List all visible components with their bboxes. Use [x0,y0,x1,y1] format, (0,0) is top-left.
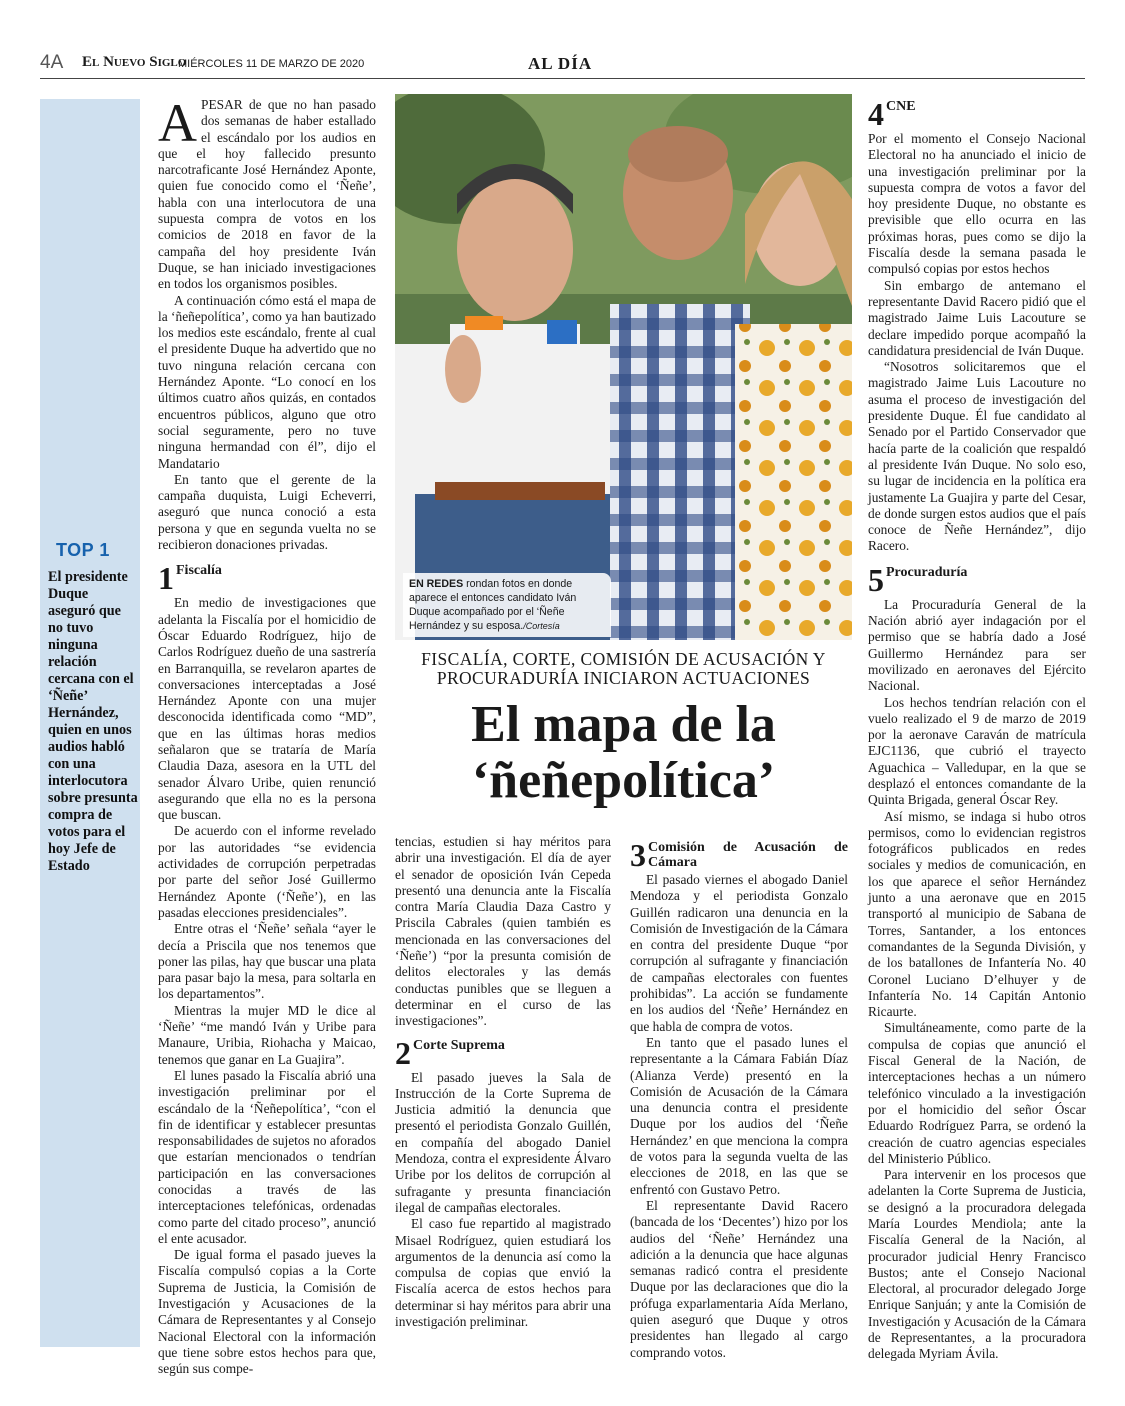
paragraph: Entre otras el ‘Ñeñe’ señala “ayer le decía a Priscila que nos tenemos que poner las pilas, hay que buscar una plata para pasar bajo la mesa, para soltarla en los departamentos”. [158,921,376,1002]
paragraph: Simultáneamente, como parte de la compulsa de copias que anunció el Fiscal General de la Nación, de interceptaciones hechas a un número telefónico vinculado a la investigación por el homicidio del señor Óscar Eduardo Rodríguez Parra, se ordenó la creación de cuatro agencias especiales del Ministerio Público. [868,1020,1086,1166]
subhead-procuraduria [868,561,1086,598]
paragraph: El caso fue repartido al magistrado Misael Rodríguez, quien estudiará los argumentos de la denuncia así como la compulsa de copias que envió la Fiscalía acerca de estos hechos para determinar si hay méritos para abrir una investigación preliminar. [395,1216,611,1330]
column-3 [395,834,611,1330]
subhead-number: 3 [630,837,646,873]
article-photo [395,94,852,640]
sidebar-pullout [40,99,140,1347]
intro-caps: PESAR [201,97,243,112]
article-headline: El mapa de la ‘ñeñepolítica’ [471,696,776,809]
subhead-title: CNE [886,99,916,114]
paragraph: De acuerdo con el informe revelado por las autoridades “se evidencia actividades de corrupción perpetradas por parte del señor José Guillermo Hernández Aponte (‘Ñeñe’), en las pasadas elecciones presidenciales”. [158,823,376,920]
page-number: 4A [40,52,64,73]
page-header [40,52,1085,79]
paragraph: En tanto que el pasado lunes el representante a la Cámara Fabián Díaz (Alianza Verde) presentó en la Comisión de Acusación de la Cámara una denuncia contra el presidente Duque por los audios del ‘Ñeñe Hernández’ en que menciona la compra de votos para la segunda vuelta de las elecciones de 2018, en las que se enfrentó con Gustavo Petro. [630,1034,848,1197]
subhead-number: 1 [158,560,174,597]
paragraph: El pasado jueves la Sala de Instrucción de la Corte Suprema de Justicia admitió la denuncia que presentó el periodista Gonzalo Guillén, en compañía del abogado Daniel Mendoza, contra el expresidente Álvaro Uribe por los delitos de corrupción al sufragante y presunta financiación ilegal de campañas electorales. [395,1069,611,1215]
intro-text: de que no han pasado dos semanas de haber estallado el escándalo por los audios en que el hoy fallecido presunto narcotraficante José Hernández Aponte, quien fue conocido como el ‘Ñeñe’, habla con una interlocutora de una supuesta compra de votos en los comicios de 2018 en favor de la campaña del hoy presidente Iván Duque, se han iniciado investigaciones en todos los organismos posibles. [158,97,376,292]
subhead-cne [868,96,1086,132]
paragraph: El lunes pasado la Fiscalía abrió una investigación preliminar por el escándalo de la ‘Ñeñepolítica’, “con el fin de identificar y establecer presuntas responsabilidades de sujetos no aforados que estarían mencionados o tendrían participación en las conversaciones conocidas a través de las interceptaciones telefónicas, ordenadas como parte del citado proceso”, anunció el ente acusador. [158,1067,376,1246]
paragraph: El pasado viernes el abogado Daniel Mendoza y el periodista Gonzalo Guillén radicaron una denuncia en la Comisión de Investigación de la Cámara en contra del presidente Duque “por corrupción al sufragante y financiación de campañas electorales con fuentes prohibidas”. La acción se fundamente en los audios del ‘Ñeñe’ Hernández en que habla de compra de votos. [630,872,848,1034]
paragraph: En medio de investigaciones que adelanta la Fiscalía por el homicidio de Óscar Eduardo Rodríguez, hijo de Carlos Rodríguez dueño de una sastrería en Barranquilla, se revelaron apartes de conversaciones interceptadas a José Hernández Aponte con una mujer desconocida identificada como “MD”, que en las últimas horas medios señalaron que se trataría de María Claudia Daza, asesora en la UTL del senador Álvaro Uribe, quien renunció asegurando que ella no es la persona que buscan. [158,595,376,823]
column-1 [158,93,376,1378]
sidebar-text: El presidente Duque aseguró que no tuvo ninguna relación cercana con el ‘Ñeñe’ Hernández, quien en unos audios habló con una interlocutora sobre presunta compra de votos para el hoy Jefe de Estado [48,569,138,874]
paragraph: Los hechos tendrían relación con el vuelo realizado el 9 de marzo de 2019 por la aeronave Caraván de matrícula EJC1136, que cubrió el trayecto Aguachica – Valledupar, en la que se desplazó el entonces comandante de la Quinta Brigada, general Óscar Rey. [868,694,1086,808]
subhead-corte-suprema [395,1034,611,1071]
publication-date: MIÉRCOLES 11 DE MARZO DE 2020 [178,58,365,70]
caption-lead: EN REDES [409,578,464,590]
paragraph: Por el momento el Consejo Nacional Electoral no ha anunciado el inicio de una investigación preliminar por la supuesta compra de votos a favor del hoy presidente Duque, no obstante es previsible que ello ocurra en las próximas horas, pues como se dijo la Fiscalía desde la semana pasada le compulsó copias por estos hechos [868,131,1086,277]
paragraph: Mientras la mujer MD le dice al ‘Ñeñe’ “me mandó Iván y Uribe para Manaure, Uribia, Riohacha y Maicao, tenemos que ganar en La Guajira”. [158,1002,376,1067]
paragraph: Para intervenir en los procesos que adelanten la Corte Suprema de Justicia, se designó a la procuradora delegada María Lourdes Mendiola; ante la Fiscalía General de la Nación, al procurador judicial Henry Francisco Bustos; ante el Consejo Nacional Electoral, al procurador delegado Jorge Enrique Sanjuán; y ante la Comisión de Investigación y Acusación de la Cámara de Representantes, a la procuradora delegada Myriam Ávila. [868,1167,1086,1362]
paragraph: El representante David Racero (bancada de los ‘Decentes’) hizo por los audios del ‘Ñeñe’ Hernández una adición a la denuncia que hace algunas semanas radicó contra el presidente Duque por las declaraciones que dio la prófuga exparlamentaria Aída Merlano, quien aseguró que Duque y otros presidentes han llegado al cargo comprando votos. [630,1197,848,1360]
paragraph: Sin embargo de antemano el representante David Racero pidió que el magistrado Jaime Luis Lacouture se declare impedido porque acompañó la candidatura presidencial de Iván Duque. [868,277,1086,358]
photo-credit: /Cortesía [523,621,560,631]
column-4 [630,838,848,1361]
intro-paragraph [158,93,376,293]
section-title: AL DÍA [528,54,593,73]
paragraph: En tanto que el gerente de la campaña duquista, Luigi Echeverri, aseguró que nunca conoció a esta persona y que en segunda vuelta no se recibieron donaciones privadas. [158,471,376,553]
newspaper-name: El Nuevo Siglo [82,54,187,70]
article-kicker: FISCALÍA, CORTE, COMISIÓN DE ACUSACIÓN Y PROCURADURÍA INICIARON ACTUACIONES [421,649,826,688]
subhead-number: 4 [868,96,884,132]
subhead-title: Corte Suprema [413,1037,505,1053]
column-5 [868,97,1086,1363]
subhead-fiscalia [158,560,376,597]
sidebar-label: TOP 1 [56,540,110,560]
photo-caption [403,573,611,637]
caption-text: rondan fotos en donde aparece el entonces candidato Iván Duque acompañado por el ‘Ñeñe Hernández y su esposa. [409,578,577,632]
drop-cap: A [158,93,197,153]
paragraph: De igual forma el pasado jueves la Fiscalía compulsó copias a la Corte Suprema de Justicia, la Comisión de Investigación y Acusaciones de la Cámara de Representantes y al Consejo Nacional Electoral con la información que tiene sobre estos hechos para que, según sus compe- [158,1247,376,1377]
subhead-comision-acusacion [630,837,848,873]
subhead-number: 5 [868,561,884,598]
paragraph: Así mismo, se indaga si hubo otros permisos, como lo evidencian registros fotográficos publicados en redes sociales y medios de comunicación, en los que aparece el señor Hernández junto a una aeronave que en 2015 transportó al municipio de Sabana de Torres, Santander, a los entonces comandantes de la Segunda División, y de los batallones de Infantería No. 40 Coronel Luciano D’elhuyer y de Infantería No. 14 Capitán Antonio Ricaurte. [868,808,1086,1020]
paragraph: La Procuraduría General de la Nación abrió ayer indagación por el permiso que se habría dado a José Guillermo Hernández para ser movilizado en aeronaves del Ejército Nacional. [868,596,1086,694]
subhead-title: Comisión de Acusación de Cámara [648,840,848,870]
subhead-title: Procuraduría [886,564,968,580]
paragraph: A continuación cómo está el mapa de la ‘ñeñepolítica’, como ya han bautizado los medios este escándalo, frente al cual el presidente Duque ha advertido que no tuvo ninguna relación cercana con Hernández Aponte. “Lo conocí en los últimos cuatro años quizás, en contados encuentros públicos, alguno que otro social seguramente, pero no tuve ninguna hermandad con él”, dijo el Mandatario [158,292,376,471]
subhead-title: Fiscalía [176,563,222,579]
photo-illustration [395,94,852,640]
subhead-number: 2 [395,1034,411,1071]
paragraph: “Nosotros solicitaremos que el magistrado Jaime Luis Lacouture no asuma el proceso de investigación del presidente Duque. Él fue candidato al Senado por el Partido Conservador que hacía parte de la coalición que respaldó al presidente Iván Duque. No solo eso, su lugar de incidencia en la política era justamente La Guajira y parte del Cesar, de donde surgen estos audios que el país conoce de Ñeñe Hernández”, dijo Racero. [868,359,1086,554]
paragraph: tencias, estudien si hay méritos para abrir una investigación. El día de ayer el senador de oposición Iván Cepeda presentó una denuncia ante la Fiscalía contra María Claudia Daza Castro y Priscila Cabrales (quien también es mencionada en las conversaciones del ‘Ñeñe’) “por la presunta comisión de delitos electorales y las demás conductas punibles que se lleguen a determinar en el curso de las investigaciones”. [395,834,611,1029]
